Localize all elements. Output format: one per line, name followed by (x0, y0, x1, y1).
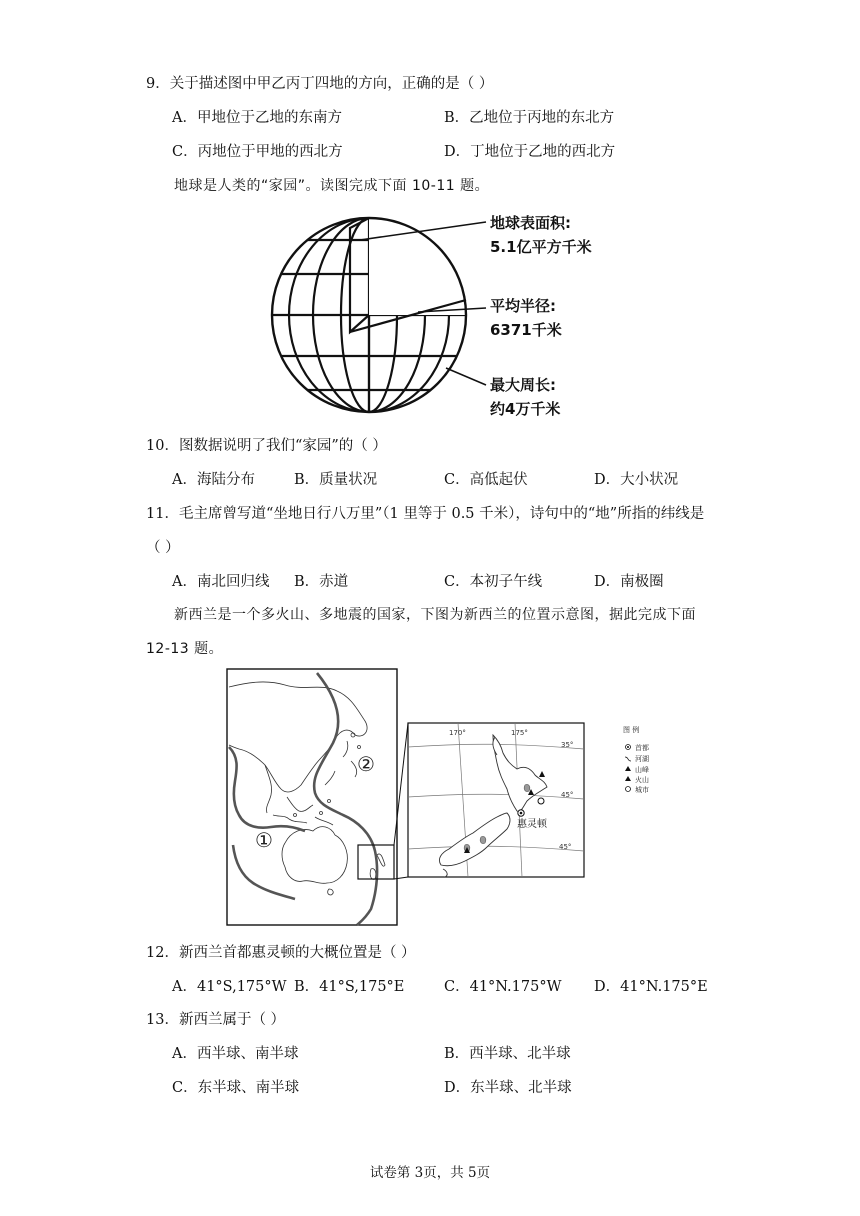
lat-35-label: 35° (561, 741, 574, 749)
q13-option-a: A．西半球、南半球 (172, 1046, 299, 1062)
globe-radius-label: 平均半径: (490, 297, 556, 315)
nz-map-svg (225, 665, 675, 930)
q13-option-b: B．西半球、北半球 (444, 1046, 571, 1062)
q13-option-d: D．东半球、北半球 (444, 1080, 572, 1096)
q9-option-d: D．丁地位于乙地的西北方 (444, 144, 616, 160)
q11-stem-cont: （ ） (146, 540, 180, 556)
page-footer: 试卷第 3页，共 5页 (369, 1165, 491, 1181)
q11-option-a: A．南北回归线 (172, 574, 270, 590)
intro-12-13-line2: 12-13 题。 (146, 641, 224, 657)
intro-10-11: 地球是人类的“家园”。读图完成下面 10-11 题。 (174, 178, 490, 194)
lat-45-lower-label: 45° (559, 843, 572, 851)
nz-location-map (225, 665, 675, 930)
q11-stem: 11．毛主席曾写道“坐地日行八万里”（1 里等于 0.5 千米），诗句中的“地”所指的纬线是 (146, 506, 705, 522)
globe-radius-value: 6371千米 (490, 321, 562, 339)
q12-option-c: C．41°N.175°W (444, 979, 562, 995)
q9-option-a: A．甲地位于乙地的东南方 (172, 110, 342, 126)
region-2-label: ② (357, 752, 375, 776)
q11-option-b: B．赤道 (294, 574, 349, 590)
q10-option-a: A．海陆分布 (172, 472, 255, 488)
legend-title: 图 例 (623, 726, 640, 734)
legend-peak-icon (625, 766, 631, 771)
legend-city-label: 城市 (635, 786, 649, 794)
q12-option-b: B．41°S,175°E (294, 979, 405, 995)
globe-circ-label: 最大周长: (490, 376, 556, 394)
lon-175-label: 175° (511, 729, 528, 737)
q9-stem: 9．关于描述图中甲乙丙丁四地的方向，正确的是（ ） (146, 76, 494, 92)
q9-option-c: C．丙地位于甲地的西北方 (172, 144, 343, 160)
q10-option-c: C．高低起伏 (444, 472, 528, 488)
intro-12-13-line1: 新西兰是一个多火山、多地震的国家，下图为新西兰的位置示意图，据此完成下面 (174, 607, 696, 623)
q12-option-a: A．41°S,175°W (172, 979, 287, 995)
globe-circ-value: 约4万千米 (490, 400, 561, 418)
q10-stem: 10．图数据说明了我们“家园”的（ ） (146, 438, 387, 454)
region-1-label: ① (255, 828, 273, 852)
lon-170-label: 170° (449, 729, 466, 737)
q13-stem: 13．新西兰属于（ ） (146, 1012, 286, 1028)
q12-stem: 12．新西兰首都惠灵顿的大概位置是（ ） (146, 945, 416, 961)
lat-45-upper-label: 45° (561, 791, 574, 799)
legend-volcano-label: 火山 (635, 776, 649, 784)
q9-option-b: B．乙地位于丙地的东北方 (444, 110, 615, 126)
globe-area-value: 5.1亿平方千米 (490, 238, 592, 256)
q10-option-d: D．大小状况 (594, 472, 679, 488)
legend-volcano-icon (625, 776, 631, 781)
globe-area-label: 地球表面积: (490, 214, 571, 232)
wellington-label: 惠灵顿 (517, 819, 547, 830)
q10-option-b: B．质量状况 (294, 472, 378, 488)
legend-capital-label: 首都 (635, 744, 649, 752)
q11-option-c: C．本初子午线 (444, 574, 543, 590)
legend-river-label: 河湖 (635, 755, 649, 763)
q11-option-d: D．南极圈 (594, 574, 664, 590)
legend-city-icon (626, 787, 631, 792)
q12-option-d: D．41°N.175°E (594, 979, 708, 995)
legend-river-icon (625, 757, 631, 761)
q13-option-c: C．东半球、南半球 (172, 1080, 300, 1096)
legend-peak-label: 山峰 (635, 766, 649, 774)
